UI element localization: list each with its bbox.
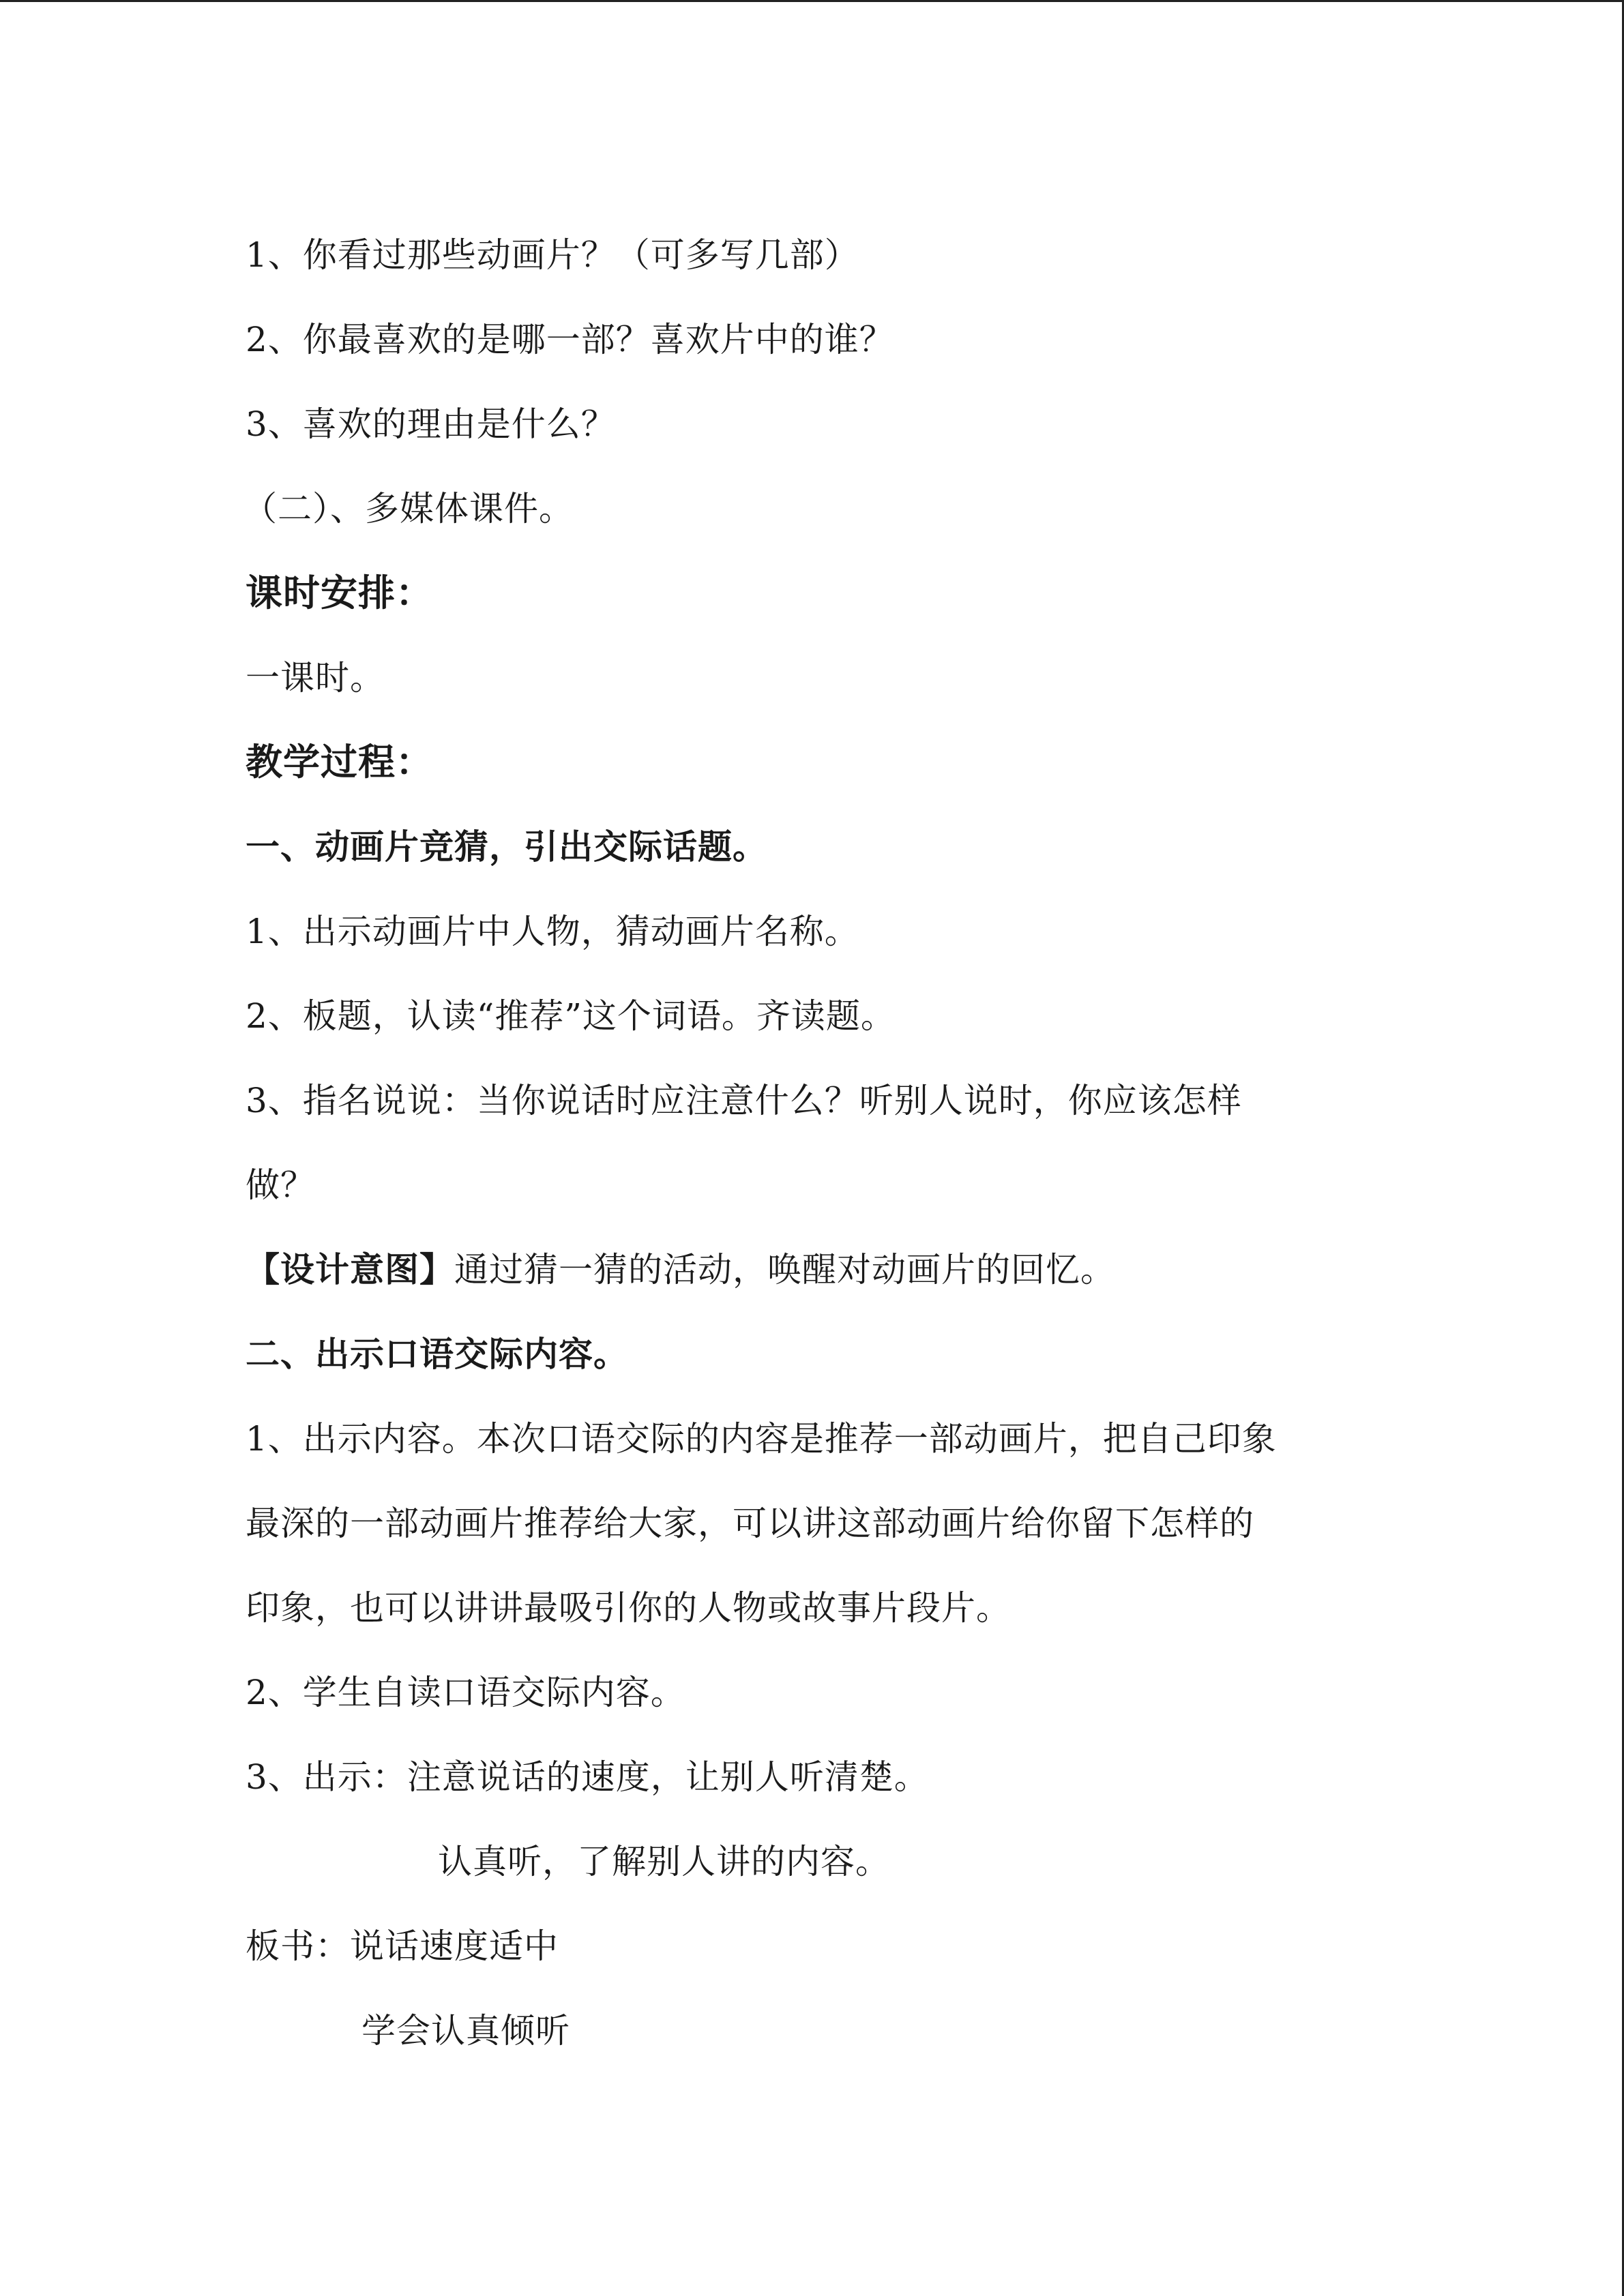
section-2-item-1-cont-a: 最深的一部动画片推荐给大家，可以讲这部动画片给你留下怎样的	[246, 1504, 1254, 1543]
section-1-item-1: 1、出示动画片中人物，猜动画片名称。	[246, 912, 859, 951]
section-1-title: 一、动画片竞猜，引出交际话题。	[246, 827, 767, 867]
question-1: 1、你看过那些动画片？（可多写几部）	[246, 235, 859, 275]
board-line-1: 说话速度适中	[350, 1926, 559, 1966]
schedule-text: 一课时。	[246, 658, 385, 698]
section-1-item-3: 3、指名说说：当你说话时应注意什么？听别人说时，你应该怎样	[246, 1081, 1242, 1120]
section-1-item-2: 2、板题，认读“推荐”这个词语。齐读题。	[246, 996, 896, 1036]
page-border-top	[0, 0, 1624, 2]
board-notes	[246, 1904, 1391, 1988]
board-line-2: 学会认真倾听	[361, 2011, 570, 2051]
board-label: 板书：	[246, 1926, 350, 1966]
process-heading: 教学过程：	[246, 741, 433, 784]
schedule-heading: 课时安排：	[246, 571, 433, 614]
design-intent-text: 通过猜一猜的活动，唤醒对动画片的回忆。	[454, 1250, 1115, 1289]
section-2-item-3: 3、出示：注意说话的速度，让别人听清楚。	[246, 1757, 929, 1797]
document-body	[243, 213, 1391, 2073]
section-2-item-3-sub: 认真听，了解别人讲的内容。	[438, 1842, 890, 1881]
prep-item-multimedia: （二）、多媒体课件。	[243, 489, 574, 528]
section-2-item-2: 2、学生自读口语交际内容。	[246, 1673, 685, 1712]
section-2-item-1: 1、出示内容。本次口语交际的内容是推荐一部动画片，把自己印象	[246, 1419, 1277, 1459]
section-2-item-1-cont-b: 印象，也可以讲讲最吸引你的人物或故事片段片。	[246, 1588, 1011, 1628]
question-2: 2、你最喜欢的是哪一部？喜欢片中的谁？	[246, 320, 894, 359]
question-3: 3、喜欢的理由是什么？	[246, 404, 616, 444]
design-intent-label: 【设计意图】	[246, 1250, 454, 1289]
design-intent	[246, 1227, 1391, 1312]
section-2-title: 二、出示口语交际内容。	[246, 1335, 628, 1374]
section-1-item-3-cont: 做？	[246, 1165, 315, 1205]
